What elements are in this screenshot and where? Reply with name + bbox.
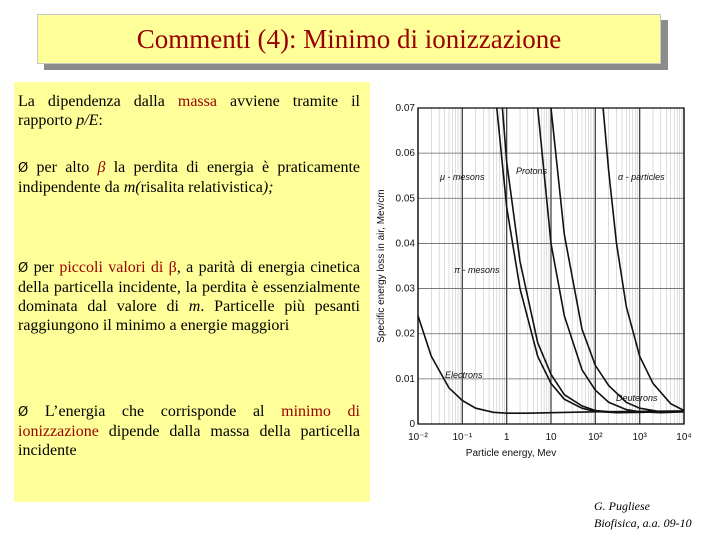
series-label: Protons (516, 166, 548, 176)
series-label: α - particles (618, 172, 665, 182)
energy-loss-chart (370, 92, 706, 486)
footer (594, 498, 692, 532)
text: La dipendenza dalla (18, 93, 178, 110)
x-tick-label: 10⁴ (676, 432, 692, 443)
text: dipende dalla massa della particella incidente (18, 423, 360, 459)
text: ); (262, 179, 274, 196)
y-tick-label: 0.06 (395, 148, 415, 160)
highlight-low-beta: piccoli valori di β (59, 259, 177, 276)
y-tick-label: 0.07 (395, 103, 415, 114)
series-label: π - mesons (454, 265, 500, 275)
text: avviene tramite il rapporto (18, 93, 360, 129)
mass-symbol: m (188, 298, 201, 315)
series-label: μ - mesons (440, 172, 485, 182)
paragraph-mass-dependence (18, 92, 360, 130)
mass-symbol: m( (123, 179, 141, 196)
y-tick-label: 0.05 (395, 193, 415, 205)
y-axis-label: Specific energy loss in air, Mev/cm (376, 189, 387, 343)
y-tick-label: 0.02 (395, 328, 415, 340)
y-tick-label: 0.03 (395, 283, 415, 295)
text: la perdita di energia è praticamente indipendente da (18, 159, 361, 196)
text-panel (14, 82, 370, 502)
x-tick-label: 10² (588, 432, 603, 443)
footer-author: G. Pugliese (594, 499, 650, 513)
x-tick-label: 10³ (632, 432, 647, 443)
text: . Particelle più pesanti raggiungono il minimo a energie maggiori (18, 298, 360, 334)
arrow-bullet-icon: Ø (18, 161, 29, 176)
paragraph-low-beta (18, 258, 360, 335)
footer-course: Biofisica, a.a. 09-10 (594, 516, 692, 530)
paragraph-high-beta (18, 158, 360, 197)
ratio-p-e: p/E (76, 112, 99, 129)
x-tick-label: 1 (503, 432, 510, 443)
beta-symbol: β (97, 159, 106, 176)
arrow-bullet-icon: Ø (18, 405, 29, 420)
x-axis-label: Particle energy, Mev (465, 448, 557, 459)
x-tick-label: 10⁻¹ (452, 432, 473, 443)
highlight-massa: massa (177, 93, 217, 110)
page-title: Commenti (4): Minimo di ionizzazione (136, 23, 562, 54)
y-tick-label: 0.04 (395, 238, 415, 250)
highlight-minimo: minimo di ionizzazione (18, 403, 361, 440)
text: per alto (28, 159, 98, 176)
series-label: Deuterons (616, 393, 658, 403)
title-banner (37, 14, 661, 64)
x-tick-label: 10⁻² (408, 432, 428, 443)
series-line (538, 108, 684, 413)
y-tick-label: 0.01 (395, 373, 415, 385)
arrow-bullet-icon: Ø (18, 261, 29, 276)
paragraph-min-ionization (18, 402, 360, 460)
chart-svg (370, 92, 706, 486)
x-tick-label: 10 (545, 432, 557, 443)
series-label: Electrons (445, 370, 483, 380)
series-line (497, 108, 684, 413)
series-line (551, 108, 684, 412)
text: , a parità di energia cinetica della particella incidente, la perdita è essenzialmente dominata dal valore di (18, 259, 361, 315)
text: L’energia che corrisponde al (28, 403, 282, 420)
y-tick-label: 0 (409, 419, 415, 430)
text: risalita relativistica (140, 179, 263, 196)
text: : (98, 112, 103, 129)
text: per (28, 259, 60, 276)
